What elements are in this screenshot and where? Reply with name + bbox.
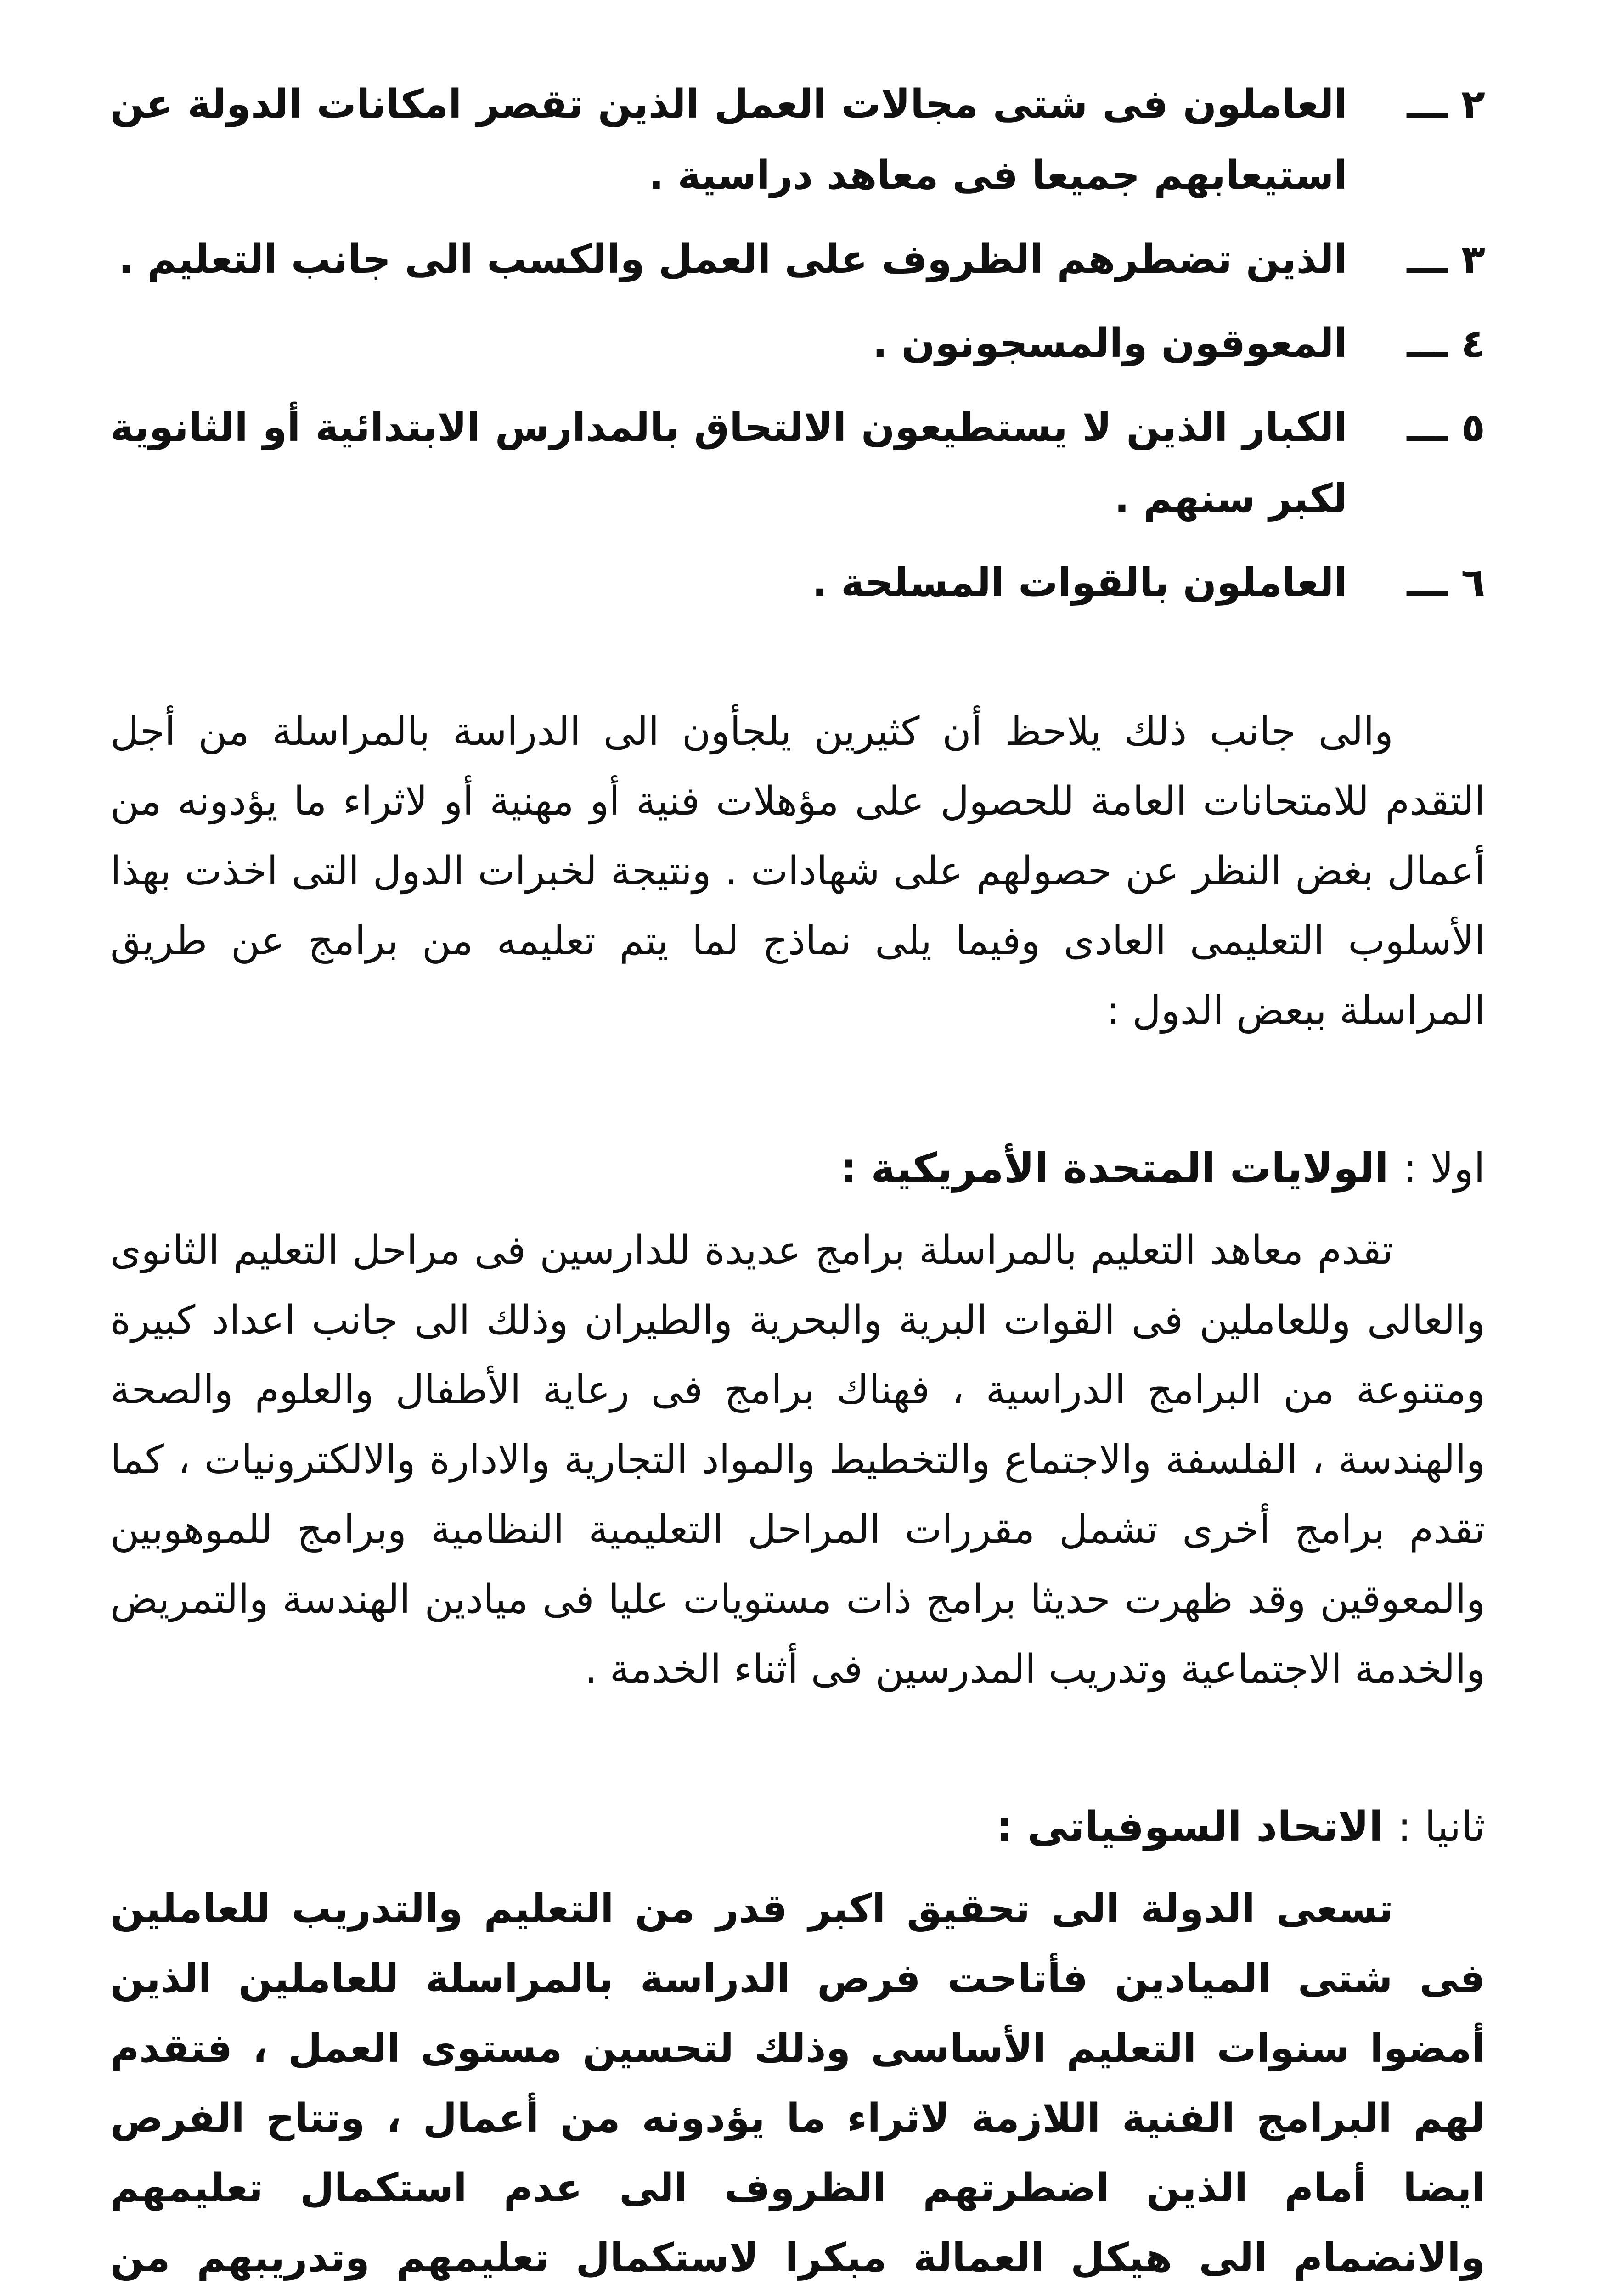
- section-heading-ussr: [110, 1791, 1485, 1863]
- section-heading-title: الاتحاد السوفياتى :: [996, 1803, 1383, 1851]
- section-heading-prefix: اولا :: [1403, 1144, 1485, 1193]
- section-heading-prefix: ثانيا :: [1397, 1803, 1485, 1851]
- section-paragraph-ussr: تسعى الدولة الى تحقيق اكبر قدر من التعليم والتدريب للعاملين فى شتى الميادين فأتاحت فرص الدراسة بالمراسلة للعاملين الذين أمضوا سنوات التعليم الأساسى وذلك لتحسين مستوى العمل ، فتقدم لهم البرامج الفنية اللازمة لاثراء ما يؤدونه من أعمال ، وتتاح الفرص ايضا أمام الذين اضطرتهم الظروف الى عدم استكمال تعليمهم والانضمام الى هيكل العمالة مبكرا لاستكمال تعليمهم وتدريبهم من: [110, 1886, 1485, 2281]
- section-paragraph-usa: تقدم معاهد التعليم بالمراسلة برامج عديدة للدارسين فى مراحل التعليم الثانوى والعالى وللعاملين فى القوات البرية والبحرية والطيران وذلك الى جانب اعداد كبيرة ومتنوعة من البرامج الدراسية ، فهناك برامج فى رعاية الأطفال والعلوم والصحة والهندسة ، الفلسفة والاجتماع والتخطيط والمواد التجارية والادارة والالكترونيات ، كما تقدم برامج أخرى تشمل مقررات المراحل التعليمية النظامية وبرامج للموهوبين والمعوقين وقد ظهرت حديثا برامج ذات مستويات عليا فى ميادين الهندسة والتمريض والخدمة الاجتماعية وتدريب المدرسين فى أثناء الخدمة .: [110, 1227, 1485, 1692]
- numbered-list: [110, 69, 1485, 619]
- list-item-text: الكبار الذين لا يستطيعون الالتحاق بالمدارس الابتدائية أو الثانوية لكبر سنهم .: [110, 405, 1347, 522]
- list-item-text: العاملون فى شتى مجالات العمل الذين تقصر امكانات الدولة عن استيعابهم جميعا فى معاهد دراسية .: [110, 81, 1347, 198]
- section-heading-title: الولايات المتحدة الأمريكية :: [840, 1144, 1389, 1193]
- list-item-text: الذين تضطرهم الظروف على العمل والكسب الى جانب التعليم .: [118, 236, 1347, 282]
- list-item: [110, 69, 1485, 211]
- list-item-text: العاملون بالقوات المسلحة .: [812, 560, 1347, 606]
- intro-paragraph: والى جانب ذلك يلاحظ أن كثيرين يلجأون الى الدراسة بالمراسلة من أجل التقدم للامتحانات العامة للحصول على مؤهلات فنية أو مهنية أو لاثراء ما يؤدونه من أعمال بغض النظر عن حصولهم على شهادات . ونتيجة لخبرات الدول التى اخذت بهذا الأسلوب التعليمى العادى وفيما يلى نماذج لما يتم تعليمه من برامج عن طريق المراسلة ببعض الدول :: [110, 709, 1485, 1034]
- list-item-number: ٣ ـــ: [1407, 236, 1485, 282]
- list-item-number: ٢ ـــ: [1407, 81, 1485, 127]
- list-item-number: ٦ ـــ: [1407, 560, 1485, 606]
- list-item: [110, 308, 1485, 379]
- list-item-number: ٥ ـــ: [1407, 405, 1485, 450]
- section-heading-usa: [110, 1133, 1485, 1204]
- list-item-text: المعوقون والمسجونون .: [873, 321, 1347, 366]
- list-item: [110, 224, 1485, 295]
- list-item: [110, 392, 1485, 535]
- list-item-number: ٤ ـــ: [1407, 321, 1485, 366]
- list-item: [110, 547, 1485, 619]
